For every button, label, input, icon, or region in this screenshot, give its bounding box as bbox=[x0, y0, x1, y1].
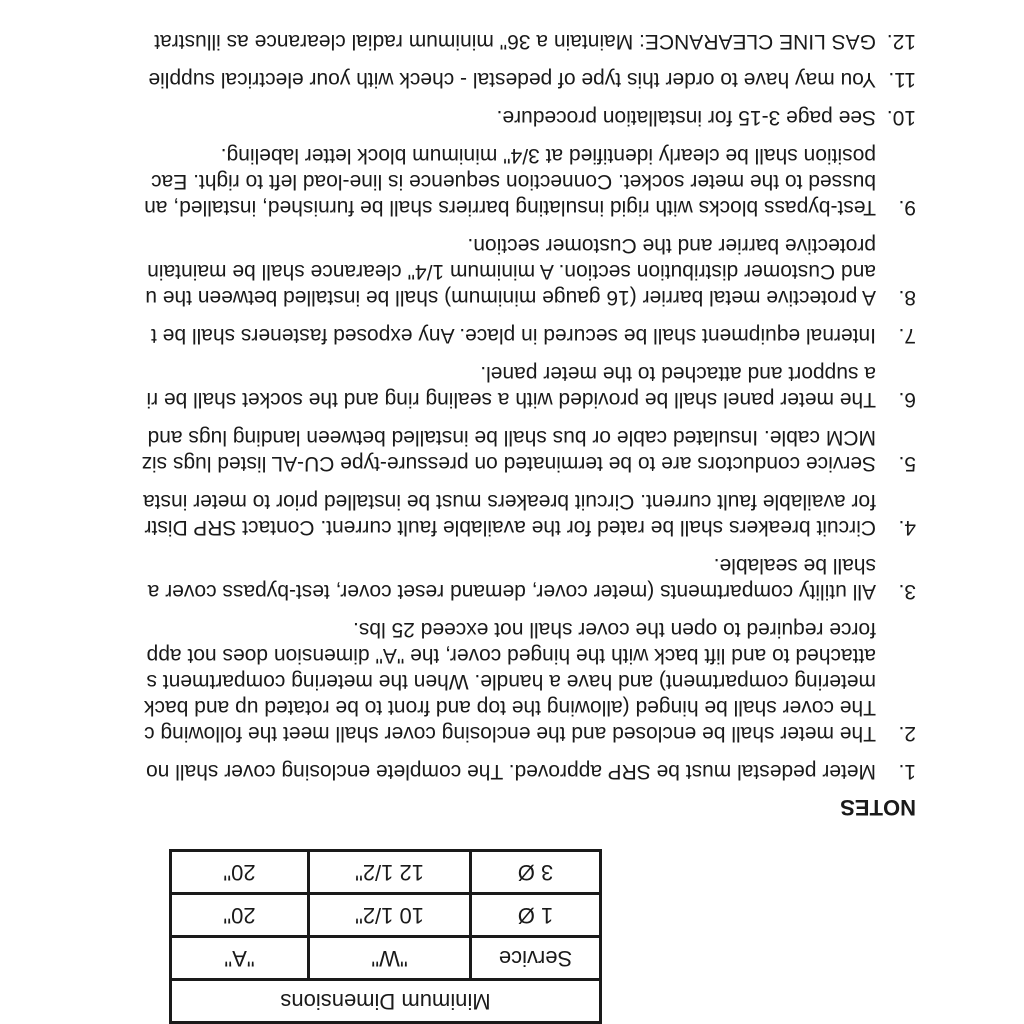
note-text-line: and Customer distribution section. A minimum 1/4" clearance shall be maintain bbox=[147, 260, 876, 283]
note-text-line: metering compartment) and have a handle. When the metering compartment s bbox=[146, 670, 876, 693]
table-cell: 10 1/2" bbox=[309, 894, 471, 937]
note-item bbox=[0, 424, 916, 476]
note-item bbox=[0, 758, 916, 784]
note-item bbox=[0, 616, 916, 746]
note-text-line: attached to and lift back with the hinged cover, the "A" dimension does not app bbox=[146, 644, 876, 667]
note-number: 9. bbox=[898, 196, 916, 219]
note-item bbox=[0, 104, 916, 130]
notes-heading: NOTES bbox=[840, 795, 916, 820]
note-number: 7. bbox=[898, 324, 916, 347]
table-header-row bbox=[171, 937, 601, 980]
note-number: 4. bbox=[898, 516, 916, 539]
minimum-dimensions-table bbox=[169, 849, 602, 1024]
note-text-line: Test-bypass blocks with rigid insulating barriers shall be furnished, installed, an bbox=[144, 196, 876, 219]
header-a: "A" bbox=[171, 937, 309, 980]
note-text-line: GAS LINE CLEARANCE: Maintain a 36" minimum radial clearance as illustrat bbox=[154, 30, 876, 53]
note-number: 2. bbox=[898, 722, 916, 745]
table-cell: 20" bbox=[171, 894, 309, 937]
note-item bbox=[0, 66, 916, 92]
note-text-line: Circuit breakers shall be rated for the available fault current. Contact SRP Distr bbox=[144, 516, 876, 539]
note-text-line: bussed to the meter socket. Connection sequence is line-load left to right. Eac bbox=[151, 170, 876, 193]
note-text-line: Service conductors are to be terminated on pressure-type CU-AL listed lugs siz bbox=[141, 452, 876, 475]
note-text-line: You may have to order this type of pedestal - check with your electrical supplie bbox=[148, 68, 876, 91]
table-title-row bbox=[171, 980, 601, 1023]
note-item bbox=[0, 360, 916, 412]
table-cell: 1 Ø bbox=[471, 894, 601, 937]
note-item bbox=[0, 322, 916, 348]
note-item bbox=[0, 28, 916, 54]
note-number: 10. bbox=[886, 106, 916, 129]
note-text-line: The meter shall be enclosed and the enclosing cover shall meet the following c bbox=[144, 722, 876, 745]
note-text-line: The meter panel shall be provided with a sealing ring and the socket shall be ri bbox=[146, 388, 876, 411]
table-title: Minimum Dimensions bbox=[171, 980, 601, 1023]
note-text-line: Meter pedestal must be SRP approved. The complete enclosing cover shall no bbox=[146, 760, 876, 783]
table-cell: 20" bbox=[171, 851, 309, 894]
note-text-line: a support and attached to the meter panel. bbox=[480, 362, 876, 385]
note-text-line: The cover shall be hinged (allowing the top and front to be rotated up and back bbox=[144, 696, 876, 719]
note-text-line: position shall be clearly identified at 3/4" minimum block letter labeling. bbox=[220, 144, 876, 167]
note-text-line: shall be sealable. bbox=[713, 554, 876, 577]
note-item bbox=[0, 232, 916, 310]
table-row bbox=[171, 851, 601, 894]
note-number: 1. bbox=[898, 760, 916, 783]
note-item bbox=[0, 552, 916, 604]
note-number: 12. bbox=[886, 30, 916, 53]
notes-list bbox=[0, 16, 916, 784]
table-cell: 12 1/2" bbox=[309, 851, 471, 894]
note-number: 3. bbox=[898, 580, 916, 603]
note-text-line: All utility compartments (meter cover, demand reset cover, test-bypass cover a bbox=[147, 580, 876, 603]
header-w: "W" bbox=[309, 937, 471, 980]
table-cell: 3 Ø bbox=[471, 851, 601, 894]
note-text-line: Internal equipment shall be secured in place. Any exposed fasteners shall be t bbox=[151, 324, 876, 347]
note-item bbox=[0, 488, 916, 540]
note-number: 8. bbox=[898, 286, 916, 309]
note-number: 5. bbox=[898, 452, 916, 475]
note-item bbox=[0, 142, 916, 220]
note-text-line: force required to open the cover shall not exceed 25 lbs. bbox=[353, 618, 876, 641]
note-text-line: See page 3-15 for installation procedure. bbox=[496, 106, 876, 129]
note-text-line: MCM cable. Insulated cable or bus shall be installed between landing lugs and bbox=[147, 426, 876, 449]
note-number: 11. bbox=[888, 68, 916, 91]
note-text-line: for available fault current. Circuit breakers must be installed prior to meter insta bbox=[143, 490, 876, 513]
note-text-line: protective barrier and the Customer section. bbox=[467, 234, 876, 257]
note-number: 6. bbox=[898, 388, 916, 411]
note-text-line: A protective metal barrier (16 gauge minimum) shall be installed between the u bbox=[145, 286, 876, 309]
table-row bbox=[171, 894, 601, 937]
header-service: Service bbox=[471, 937, 601, 980]
